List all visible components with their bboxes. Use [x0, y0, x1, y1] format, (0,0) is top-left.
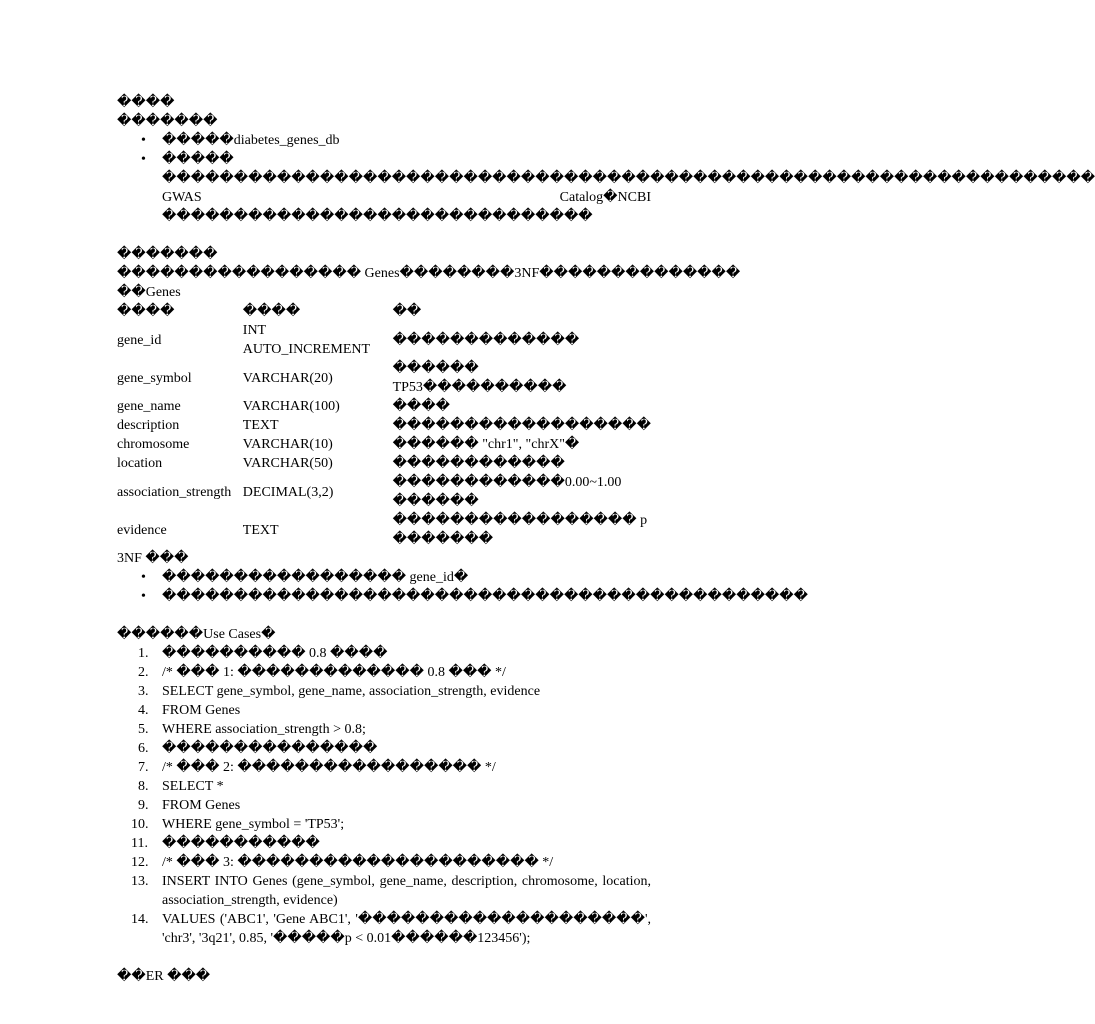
field-note: ������ "chr1", "chrX"�: [392, 437, 580, 452]
use-case-text: ���������������: [162, 741, 378, 756]
db-name-value: diabetes_genes_db: [233, 133, 340, 148]
field-note: �������������: [392, 332, 580, 348]
list-item: 5. WHERE association_strength > 0.8;: [138, 722, 366, 737]
use-case-text: VALUES ('ABC1', 'Gene ABC1', '��������������������', 'chr3', '3q21', 0.85, '�����p < 0.01������123456');: [162, 912, 651, 946]
use-case-text: SELECT *: [162, 779, 224, 794]
section-title-use-cases: ������Use Cases�: [117, 627, 276, 642]
document-page: [117, 93, 1095, 986]
field-type: TEXT: [242, 522, 279, 538]
table-row: [117, 397, 651, 416]
use-case-text: /* ��� 1: ������������� 0.8 ��� */: [162, 665, 506, 680]
nf-title: 3NF ���: [117, 551, 189, 566]
header-field: ����: [117, 304, 175, 319]
field-name: gene_name: [117, 399, 181, 414]
table-row: [117, 435, 651, 454]
genes-schema-table: [117, 302, 651, 549]
list-item: 6. ���������������: [138, 741, 378, 756]
db-description-label: �����: [162, 152, 234, 167]
field-type: VARCHAR(50): [242, 456, 333, 471]
field-type: DECIMAL(3,2): [242, 484, 334, 500]
field-note: ����������������� p �������: [392, 513, 648, 547]
list-item: 4. FROM Genes: [138, 703, 241, 718]
list-item: 1. ���������� 0.8 ����: [138, 646, 388, 661]
table-header-row: [117, 302, 651, 321]
field-note: ������������: [392, 456, 565, 471]
field-name: description: [117, 418, 180, 433]
list-item: 14. VALUES ('ABC1', 'Gene ABC1', '��������������������', 'chr3', '3q21', 0.85, '�����p < 0.01������123456');: [131, 912, 651, 946]
database-info-list: [117, 131, 1095, 226]
schema-intro: ����������������� Genes��������3NF��������������: [117, 266, 741, 281]
section-title-schema: �������: [117, 247, 218, 262]
document-heading: ����: [117, 95, 175, 110]
list-item: • ���������������������������������������������: [162, 587, 651, 606]
list-item: 13. INSERT INTO Genes (gene_symbol, gene_name, description, chromosome, location, association_strength, evidence): [131, 874, 651, 908]
use-case-text: /* ��� 2: ����������������� */: [162, 760, 496, 775]
table-title: ��Genes: [117, 285, 181, 300]
use-case-list: [117, 644, 651, 948]
use-case-text: WHERE gene_symbol = 'TP53';: [162, 817, 345, 832]
nf-points-list: [117, 568, 808, 606]
header-type: ����: [242, 304, 301, 319]
section-title-er-diagram: ��ER ���: [117, 969, 211, 984]
field-type: VARCHAR(10): [242, 437, 333, 452]
list-item: 8. SELECT *: [138, 779, 224, 794]
table-row: [117, 511, 651, 549]
field-type: VARCHAR(20): [242, 370, 333, 386]
list-item: 10. WHERE gene_symbol = 'TP53';: [131, 817, 345, 832]
field-name: location: [117, 456, 163, 471]
list-item: • ����������������� gene_id�: [162, 568, 651, 587]
table-row: [117, 321, 651, 359]
use-case-text: FROM Genes: [162, 798, 241, 813]
list-item: 7. /* ��� 2: ����������������� */: [138, 760, 496, 775]
list-item-db-description: [162, 150, 1095, 226]
use-case-text: �����������: [162, 836, 320, 851]
field-name: gene_symbol: [117, 370, 192, 386]
header-note: ��: [392, 304, 422, 319]
use-case-text: INSERT INTO Genes (gene_symbol, gene_name, description, chromosome, location, association_strength, evidence): [162, 874, 651, 908]
list-item: 2. /* ��� 1: ������������� 0.8 ��� */: [138, 665, 506, 680]
table-row: [117, 454, 651, 473]
db-name-label: �����: [162, 133, 234, 148]
list-item: 3. SELECT gene_symbol, gene_name, association_strength, evidence: [138, 684, 541, 699]
list-item: 9. FROM Genes: [138, 798, 241, 813]
field-type: TEXT: [242, 418, 279, 433]
field-name: gene_id: [117, 332, 162, 348]
db-description-text: ����������������������������������������������������������������� GWAS Catalog�NCBI ������������������������������: [162, 171, 1095, 224]
use-case-text: /* ��� 3: ��������������������� */: [162, 855, 554, 870]
use-case-text: FROM Genes: [162, 703, 241, 718]
table-row: [117, 416, 651, 435]
field-note: ������������0.00~1.00 ������: [392, 475, 622, 509]
field-note: ����: [392, 399, 450, 414]
list-item: 12. /* ��� 3: ��������������������� */: [131, 855, 554, 870]
section-title-database: �������: [117, 114, 218, 129]
table-row: [117, 473, 651, 511]
table-row: [117, 359, 651, 397]
field-type: VARCHAR(100): [242, 399, 340, 414]
field-name: association_strength: [117, 484, 232, 500]
field-note: ������ TP53����������: [392, 361, 567, 395]
field-name: evidence: [117, 522, 167, 538]
list-item: 11. �����������: [131, 836, 320, 851]
field-type: INT AUTO_INCREMENT: [242, 323, 371, 357]
list-item-db-name: [162, 131, 651, 150]
use-case-text: ���������� 0.8 ����: [162, 646, 388, 661]
field-name: chromosome: [117, 437, 190, 452]
use-case-text: WHERE association_strength > 0.8;: [162, 722, 366, 737]
use-case-text: SELECT gene_symbol, gene_name, association_strength, evidence: [162, 684, 541, 699]
field-note: ������������������: [392, 418, 651, 433]
